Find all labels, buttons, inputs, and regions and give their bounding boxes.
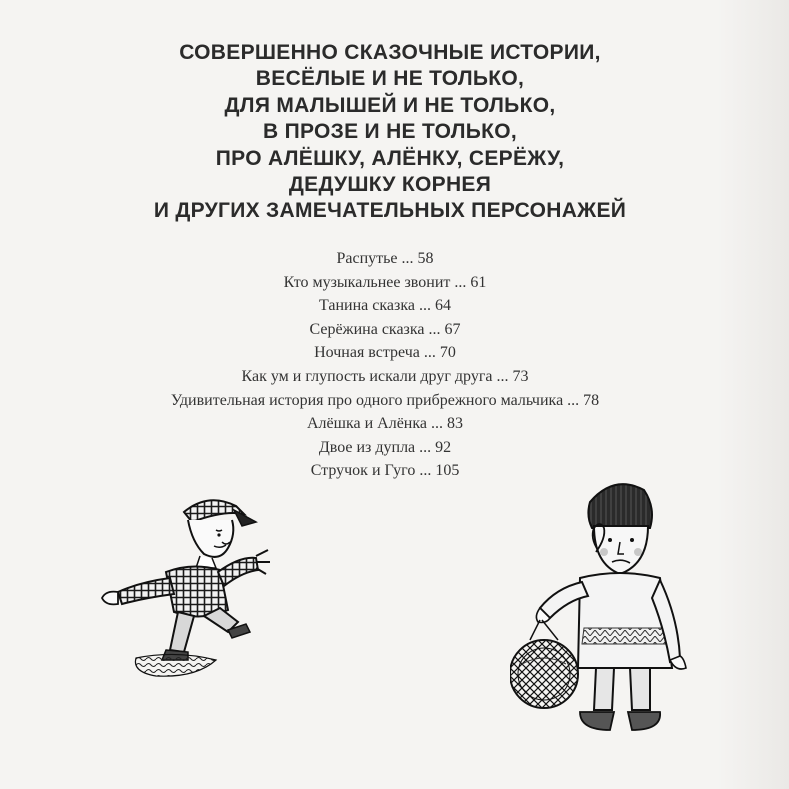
page-edge-shadow: [717, 0, 789, 789]
toc-entry: Кто музыкальнее звонит ... 61: [283, 273, 487, 291]
dancing-boy-illustration: [96, 482, 271, 687]
toc-entry: Танина сказка ... 64: [319, 297, 451, 315]
heading-line: ДЛЯ МАЛЫШЕЙ И НЕ ТОЛЬКО,: [224, 93, 556, 117]
heading-line: ВЕСЁЛЫЕ И НЕ ТОЛЬКО,: [255, 67, 525, 91]
toc-entry: Распутье ... 58: [336, 250, 434, 267]
heading-line: И ДРУГИХ ЗАМЕЧАТЕЛЬНЫХ ПЕРСОНАЖЕЙ: [153, 199, 627, 223]
toc-entry: Как ум и глупость искали друг друга ... 73: [241, 367, 529, 385]
toc-entry: Двое из дупла ... 92: [318, 438, 452, 456]
heading-line: СОВЕРШЕННО СКАЗОЧНЫЕ ИСТОРИИ,: [179, 41, 601, 64]
heading-line: ПРО АЛЁШКУ, АЛЁНКУ, СЕРЁЖУ,: [215, 146, 565, 170]
toc-entry: Серёжина сказка ... 67: [309, 320, 461, 338]
boy-with-net-bag-illustration: [510, 468, 700, 748]
toc-entry: Алёшка и Алёнка ... 83: [307, 415, 463, 433]
heading-line: В ПРОЗЕ И НЕ ТОЛЬКО,: [262, 120, 518, 144]
heading-line: ДЕДУШКУ КОРНЕЯ: [288, 173, 492, 197]
table-of-contents: [60, 247, 710, 483]
section-heading: [130, 40, 650, 225]
toc-entry: Удивительная история про одного прибрежного мальчика ... 78: [170, 391, 600, 409]
toc-entry: Ночная встреча ... 70: [314, 344, 456, 362]
toc-entry: Стручок и Гуго ... 105: [310, 462, 460, 480]
